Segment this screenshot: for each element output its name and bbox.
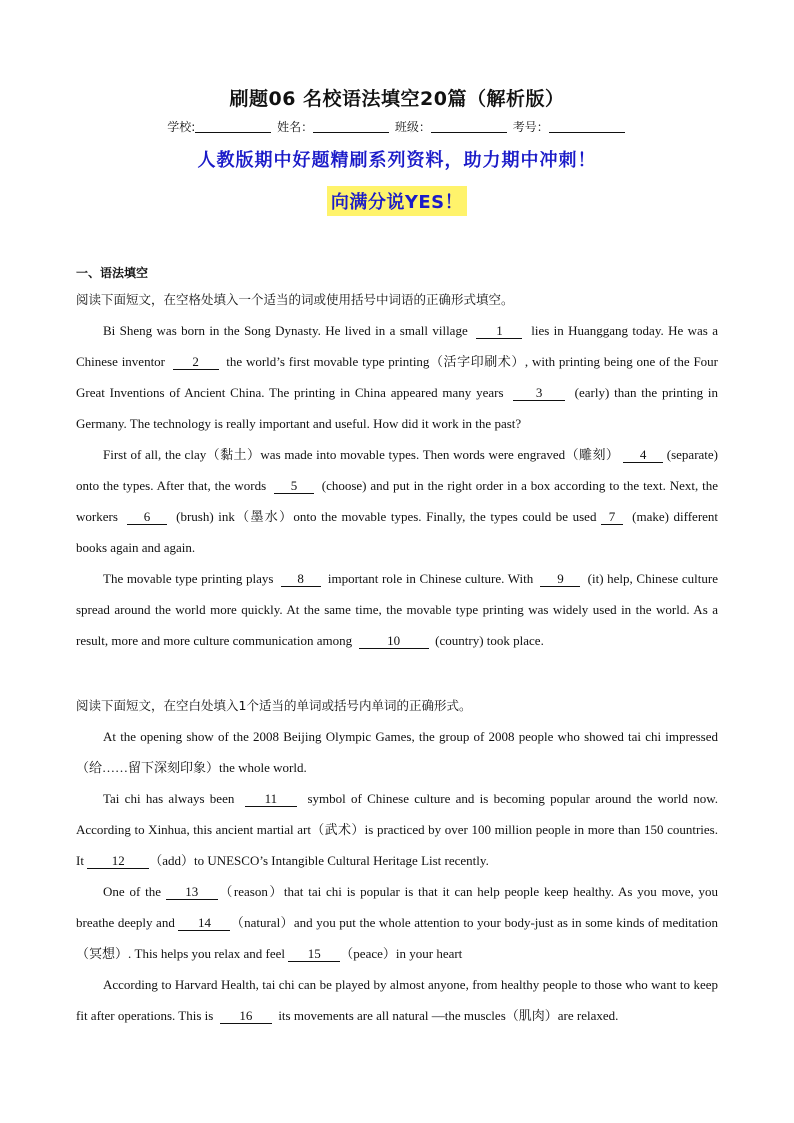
blank-6[interactable]: 6 bbox=[127, 510, 167, 525]
text-segment: (choose) and put in the right order in a box according to the text. Next, the workers bbox=[76, 478, 719, 524]
slogan-highlight: 向满分说YES！ bbox=[327, 186, 467, 216]
text-segment: （add）to UNESCO’s Intangible Cultural Heritage List recently. bbox=[149, 853, 489, 868]
text-segment: (make) different books again and again. bbox=[76, 509, 719, 555]
text-segment: (separate) onto the types. After that, the words bbox=[76, 447, 719, 493]
blank-11[interactable]: 11 bbox=[245, 792, 297, 807]
student-info-line bbox=[0, 118, 794, 135]
blank-13[interactable]: 13 bbox=[166, 885, 218, 900]
name-field[interactable] bbox=[313, 120, 389, 133]
text-segment: Bi Sheng was born in the Song Dynasty. He lived in a small village bbox=[103, 323, 468, 338]
number-label: 考号： bbox=[512, 120, 549, 134]
school-label: 学校: bbox=[167, 120, 196, 134]
blank-12[interactable]: 12 bbox=[87, 854, 149, 869]
text-segment: its movements are all natural —the muscles（肌肉）are relaxed. bbox=[278, 1008, 619, 1023]
blank-9[interactable]: 9 bbox=[540, 572, 580, 587]
text-segment: (it) help, Chinese culture spread around the world more quickly. At the same time, the movable type printing was widely used in the world. As a result, more and more culture communication among bbox=[76, 571, 718, 648]
class-label: 班级： bbox=[394, 120, 431, 134]
passage-2-paragraph-2 bbox=[76, 783, 718, 876]
blank-1[interactable]: 1 bbox=[476, 324, 522, 339]
text-segment: The movable type printing plays bbox=[103, 571, 274, 586]
blank-8[interactable]: 8 bbox=[281, 572, 321, 587]
text-segment: lies in Huanggang today. He was a Chinese inventor bbox=[76, 323, 718, 369]
blank-3[interactable]: 3 bbox=[513, 386, 565, 401]
blank-16[interactable]: 16 bbox=[220, 1009, 272, 1024]
slogan-wrapper bbox=[0, 186, 794, 216]
text-segment: （reason）that tai chi is popular is that it can help people keep healthy. As you move, you breathe deeply and bbox=[76, 884, 719, 930]
text-segment: One of the bbox=[103, 884, 161, 899]
blank-5[interactable]: 5 bbox=[274, 479, 314, 494]
text-segment: According to Harvard Health, tai chi can be played by almost anyone, from healthy people to those who want to keep fit after operations. This is bbox=[76, 977, 718, 1023]
section-heading: 一、语法填空 bbox=[76, 266, 149, 280]
passage-1 bbox=[76, 315, 718, 656]
text-segment: （peace）in your heart bbox=[340, 946, 463, 961]
text-segment: First of all, the clay（黏土）was made into movable types. Then words were engraved（雕刻） bbox=[103, 447, 620, 462]
passage-2-paragraph-3 bbox=[76, 876, 718, 969]
text-segment: important role in Chinese culture. With bbox=[327, 571, 534, 586]
blank-15[interactable]: 15 bbox=[288, 947, 340, 962]
text-segment: the world’s first movable type printing（活字印刷术）, with printing being one of the Four Great Inventions of Ancient China. The printing in China appeared many years bbox=[76, 354, 718, 400]
passage-1-paragraph-2 bbox=[76, 439, 718, 563]
text-segment: (brush) ink（墨水）onto the movable types. Finally, the types could be used bbox=[176, 509, 597, 524]
text-segment: symbol of Chinese culture and is becoming popular around the world now. According to Xinhua, this ancient martial art（武术）is practiced by over 100 million people in more than 150 countries. It bbox=[76, 791, 719, 868]
instruction-2: 阅读下面短文，在空白处填入1个适当的单词或括号内单词的正确形式。 bbox=[76, 698, 472, 713]
promo-banner: 人教版期中好题精刷系列资料，助力期中冲刺！ bbox=[197, 150, 597, 171]
page-title: 刷题06 名校语法填空20篇（解析版） bbox=[229, 88, 565, 110]
passage-2-paragraph-4 bbox=[76, 969, 718, 1031]
blank-2[interactable]: 2 bbox=[173, 355, 219, 370]
school-field[interactable] bbox=[195, 120, 271, 133]
passage-1-paragraph-3 bbox=[76, 563, 718, 656]
instruction-1: 阅读下面短文，在空格处填入一个适当的词或使用括号中词语的正确形式填空。 bbox=[76, 292, 514, 307]
number-field[interactable] bbox=[549, 120, 625, 133]
class-field[interactable] bbox=[431, 120, 507, 133]
blank-14[interactable]: 14 bbox=[178, 916, 230, 931]
text-segment: Tai chi has always been bbox=[103, 791, 235, 806]
passage-2 bbox=[76, 721, 718, 1031]
blank-4[interactable]: 4 bbox=[623, 448, 663, 463]
text-segment: (country) took place. bbox=[435, 633, 544, 648]
name-label: 姓名： bbox=[277, 120, 314, 134]
text-segment: At the opening show of the 2008 Beijing Olympic Games, the group of 2008 people who showed tai chi impressed（给……留下深刻印象）the whole world. bbox=[76, 729, 718, 775]
text-segment: （natural）and you put the whole attention to your body-just as in some kinds of meditation（冥想）. This helps you relax and feel bbox=[76, 915, 719, 961]
blank-7[interactable]: 7 bbox=[601, 510, 623, 525]
passage-1-paragraph-1 bbox=[76, 315, 718, 439]
blank-10[interactable]: 10 bbox=[359, 634, 429, 649]
text-segment: (early) than the printing in Germany. The technology is really important and useful. How did it work in the past? bbox=[76, 385, 719, 431]
passage-2-paragraph-1 bbox=[76, 721, 718, 783]
